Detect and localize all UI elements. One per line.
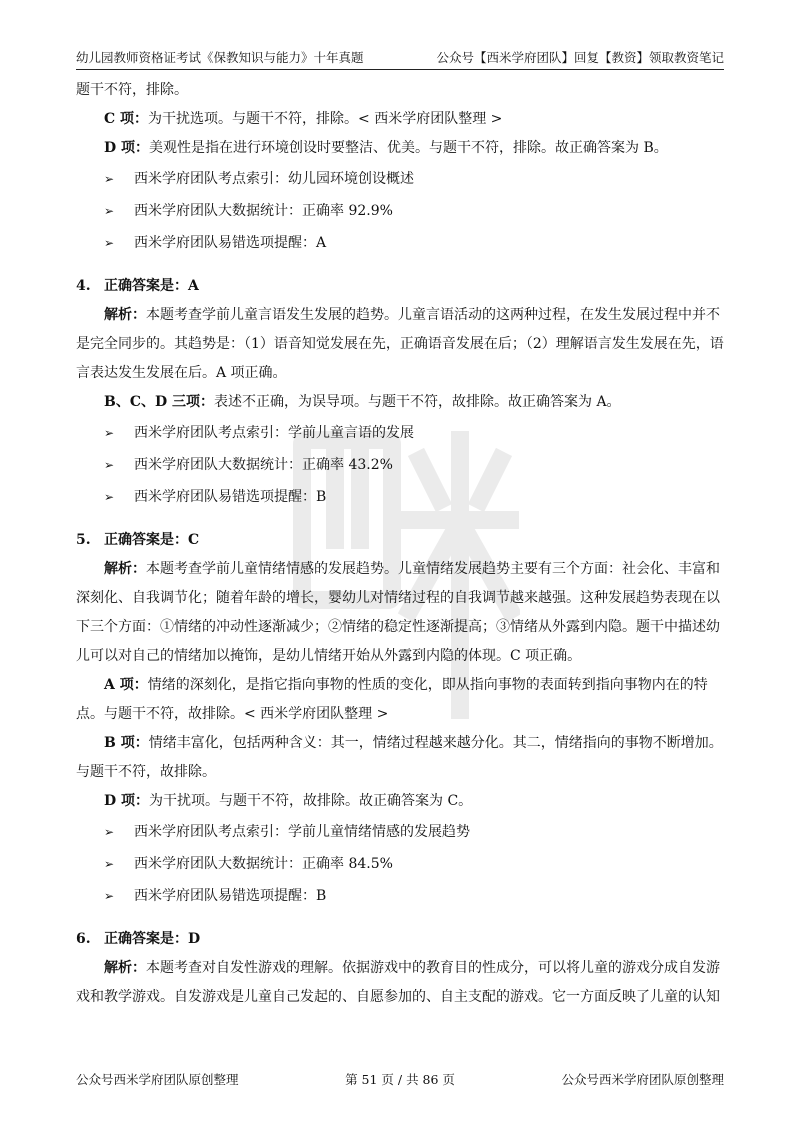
page-footer — [76, 1070, 724, 1088]
q4-bullet — [76, 417, 724, 449]
q4-title: 正确答案是：A — [104, 278, 199, 294]
q5-option-d-text: 为干扰项。与题干不符，故排除。故正确答案为 C。 — [149, 793, 473, 809]
q5-bullet — [76, 816, 724, 848]
footer-right: 公众号西米学府团队原创整理 — [561, 1072, 724, 1087]
q6-analysis — [76, 954, 724, 1012]
q3-tail-line: 题干不符，排除。 — [76, 82, 188, 98]
q5-option-b-label: B 项： — [104, 735, 149, 751]
q6-number: 6. — [76, 931, 91, 947]
q3-option-d-label: D 项： — [104, 140, 150, 156]
q5-option-d — [76, 787, 724, 816]
q5-number: 5. — [76, 532, 91, 548]
q3-option-c-label: C 项： — [104, 111, 149, 127]
q4-heading — [76, 271, 724, 301]
page-number: 第 51 页 / 共 86 页 — [345, 1072, 455, 1087]
q3-bullet — [76, 195, 724, 227]
q4-bcd-label: B、C、D 三项： — [104, 394, 214, 410]
arrow-bullet-icon: ➢ — [104, 236, 115, 250]
q6-analysis-text: 本题考查对自发性游戏的理解。依据游戏中的教育目的性成分，可以将儿童的游戏分成自发游戏和教学游戏。自发游戏是儿童自己发起的、自愿参加的、自主支配的游戏。它一方面反映了儿童的认知 — [76, 960, 720, 1005]
bullet-text: 西米学府团队考点索引：学前儿童情绪情感的发展趋势 — [134, 824, 470, 840]
header-right: 公众号【西米学府团队】回复【教资】领取教资笔记 — [436, 50, 724, 65]
q4-analysis-text: 本题考查学前儿童言语发生发展的趋势。儿童言语活动的这两种过程，在发生发展过程中并不是完全同步的。其趋势是：（1）语音知觉发展在先，正确语音发展在后；（2）理解语言发生发展在先，语言表达发生发展在后。A 项正确。 — [76, 307, 724, 381]
q4-analysis-label: 解析： — [104, 307, 146, 323]
arrow-bullet-icon: ➢ — [104, 825, 115, 839]
q5-option-d-label: D 项： — [104, 793, 150, 809]
arrow-bullet-icon: ➢ — [104, 426, 115, 440]
q5-option-a-text: 情绪的深刻化，是指它指向事物的性质的变化，即从指向事物的表面转到指向事物内在的特点。与题干不符，故排除。< 西米学府团队整理 > — [76, 677, 708, 722]
page-content — [76, 76, 724, 1012]
bullet-text: 西米学府团队考点索引：幼儿园环境创设概述 — [134, 171, 414, 187]
bullet-text: 西米学府团队大数据统计：正确率 84.5% — [134, 856, 393, 872]
bullet-text: 西米学府团队大数据统计：正确率 43.2% — [134, 457, 393, 473]
q5-analysis-text: 本题考查学前儿童情绪情感的发展趋势。儿童情绪发展趋势主要有三个方面：社会化、丰富和深刻化、自我调节化；随着年龄的增长，婴幼儿对情绪过程的自我调节越来越强。这种发展趋势表现在以下三个方面：①情绪的冲动性逐渐减少；②情绪的稳定性逐渐提高；③情绪从外露到内隐。题干中描述幼儿可以对自己的情绪加以掩饰，是幼儿情绪开始从外露到内隐的体现。C 项正确。 — [76, 561, 720, 664]
q3-option-d — [76, 134, 724, 163]
q5-bullet — [76, 880, 724, 912]
arrow-bullet-icon: ➢ — [104, 172, 115, 186]
arrow-bullet-icon: ➢ — [104, 204, 115, 218]
bullet-text: 西米学府团队易错选项提醒：A — [134, 235, 327, 251]
q4-bullet — [76, 449, 724, 481]
q3-option-c — [76, 105, 724, 134]
q5-option-a — [76, 671, 724, 729]
q4-analysis — [76, 301, 724, 388]
q3-bullet — [76, 163, 724, 195]
footer-left: 公众号西米学府团队原创整理 — [76, 1072, 239, 1087]
arrow-bullet-icon: ➢ — [104, 889, 115, 903]
q5-analysis-label: 解析： — [104, 561, 146, 577]
q4-bcd-text: 表述不正确，为误导项。与题干不符，故排除。故正确答案为 A。 — [214, 394, 621, 410]
q6-analysis-label: 解析： — [104, 960, 146, 976]
arrow-bullet-icon: ➢ — [104, 458, 115, 472]
bullet-text: 西米学府团队大数据统计：正确率 92.9% — [134, 203, 393, 219]
q4-number: 4. — [76, 278, 91, 294]
q5-analysis — [76, 555, 724, 671]
q5-option-b — [76, 729, 724, 787]
bullet-text: 西米学府团队易错选项提醒：B — [134, 888, 327, 904]
q3-option-d-text: 美观性是指在进行环境创设时要整洁、优美。与题干不符，排除。故正确答案为 B。 — [149, 140, 668, 156]
bullet-text: 西米学府团队考点索引：学前儿童言语的发展 — [134, 425, 414, 441]
q6-heading — [76, 924, 724, 954]
q5-title: 正确答案是：C — [104, 532, 200, 548]
q5-option-a-label: A 项： — [104, 677, 148, 693]
q5-heading — [76, 525, 724, 555]
page-header — [76, 40, 724, 70]
q3-option-c-text: 为干扰选项。与题干不符，排除。< 西米学府团队整理 > — [148, 111, 503, 127]
bullet-text: 西米学府团队易错选项提醒：B — [134, 489, 327, 505]
q5-option-b-text: 情绪丰富化，包括两种含义：其一，情绪过程越来越分化。其二，情绪指向的事物不断增加。与题干不符，故排除。 — [76, 735, 723, 780]
q3-bullet — [76, 227, 724, 259]
q6-title: 正确答案是：D — [104, 931, 201, 947]
q5-bullet — [76, 848, 724, 880]
header-left: 幼儿园教师资格证考试《保教知识与能力》十年真题 — [76, 50, 364, 65]
arrow-bullet-icon: ➢ — [104, 857, 115, 871]
arrow-bullet-icon: ➢ — [104, 490, 115, 504]
q4-options-bcd — [76, 388, 724, 417]
q4-bullet — [76, 481, 724, 513]
